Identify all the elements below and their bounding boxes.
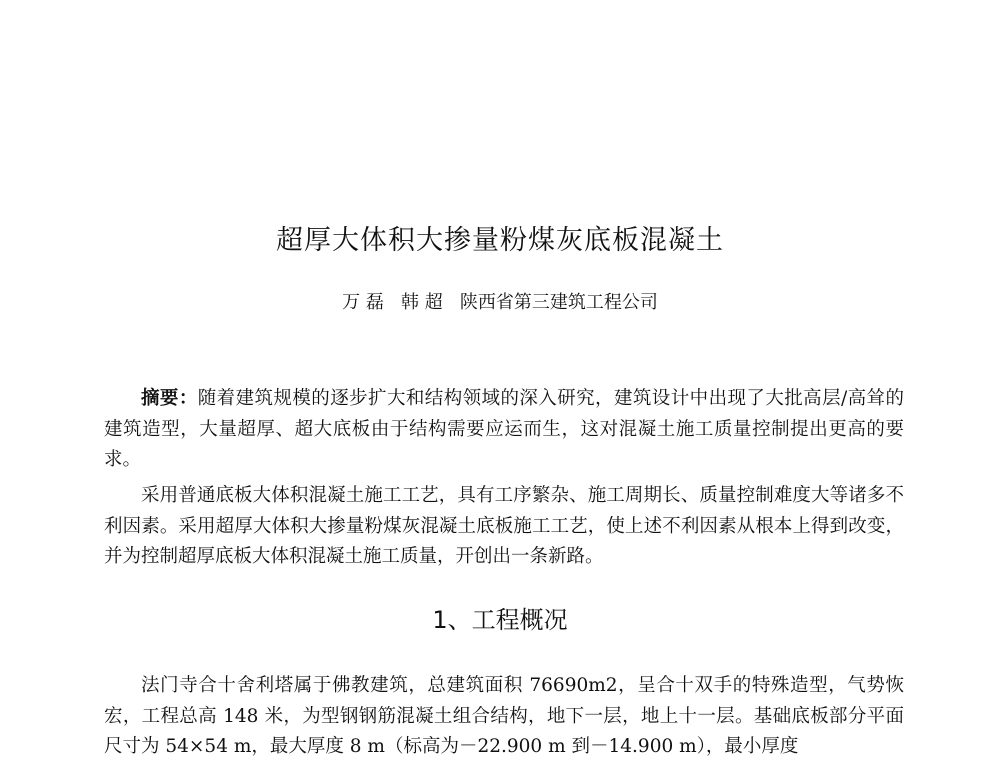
intro-paragraph: [104, 481, 904, 573]
section-heading: 1、工程概况: [432, 606, 568, 634]
abstract-text: 随着建筑规模的逐步扩大和结构领域的深入研究，建筑设计中出现了大批高层/高耸的建筑造型，大量超厚、超大底板由于结构需要应运而生，这对混凝土施工质量控制提出更高的要求。: [104, 388, 904, 470]
overview-paragraph: [104, 671, 904, 763]
paper-title: 超厚大体积大掺量粉煤灰底板混凝土: [276, 225, 724, 256]
paragraph-text: 法门寺合十舍利塔属于佛教建筑，总建筑面积 76690m2，呈合十双手的特殊造型，气势恢宏，工程总高 148 米，为型钢钢筋混凝土组合结构，地下一层，地上十一层。基础底板部分平面尺寸为 54×54 m，最大厚度 8 m（标高为－22.900 m 到－14.900 m），最小厚度: [104, 675, 904, 757]
author-line: 万 磊 韩 超 陕西省第三建筑工程公司: [342, 292, 658, 313]
paragraph-text: 采用普通底板大体积混凝土施工工艺，具有工序繁杂、施工周期长、质量控制难度大等诸多不利因素。采用超厚大体积大掺量粉煤灰混凝土底板施工工艺，使上述不利因素从根本上得到改变，并为控制超厚底板大体积混凝土施工质量，开创出一条新路。: [104, 485, 904, 567]
abstract-paragraph: [104, 384, 904, 476]
abstract-label: 摘要：: [141, 388, 198, 409]
